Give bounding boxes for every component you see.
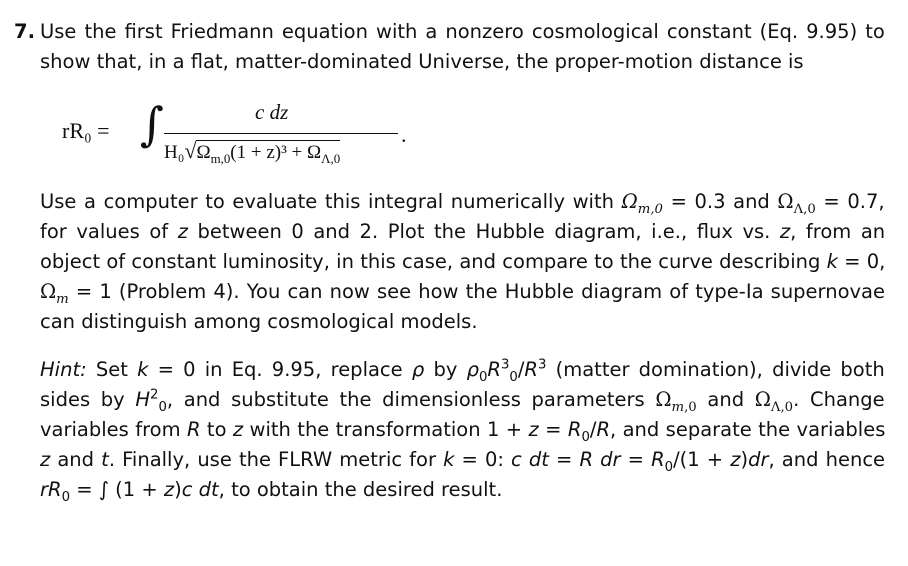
square-root-sign: √ — [184, 138, 197, 163]
hint-line: z and t. Finally, use the FLRW metric for k = 0: c dt = R dr = $R_0/(1 + z)dr$, and hence — [40, 448, 886, 475]
fraction-bar — [164, 133, 398, 134]
body-line: can distinguish among cosmological models. — [40, 310, 478, 333]
hint-line: sides by $H^2_0$, and substitute the dimensionless parameters $\Omega_{m,0}$ and $\Omega_{\Lambda,0}$. Change — [40, 387, 885, 415]
integral-sign: ∫ — [140, 97, 164, 151]
problem-intro — [40, 17, 885, 77]
body-line: $\Omega_m = 1$ (Problem 4). You can now see how the Hubble diagram of type-Ia supernovae — [40, 280, 886, 307]
hint-line: $rR_0$ = ∫ (1 + z)c dt, to obtain the desired result. — [40, 478, 503, 505]
hint-line: variables from R to z with the transformation $1 + z = R_0/R$, and separate the variables — [40, 418, 886, 445]
hubble-constant: H₀ — [164, 142, 185, 163]
equation-denominator — [164, 138, 340, 164]
problem-number: 7. — [14, 20, 35, 43]
equation-lhs: rR₀ = — [62, 118, 110, 143]
intro-line: Use the first Friedmann equation with a nonzero cosmological constant (Eq. 9.95) to — [40, 20, 885, 43]
body-line: for values of z between 0 and 2. Plot the Hubble diagram, i.e., flux vs. z, from an — [40, 220, 886, 243]
radicand: $\Omega_{m,0}(1 + z)^3 + \Omega_{\Lambda,0}$ — [196, 142, 341, 166]
body-line: object of constant luminosity, in this case, and compare to the curve describing k = 0, — [40, 250, 886, 273]
equation-numerator: c dz — [255, 100, 289, 124]
hint-line: Hint: Set k = 0 in Eq. 9.95, replace ρ by $\rho_0R^3_0/R^3$ (matter domination), divide both — [40, 357, 885, 385]
body-line: Use a computer to evaluate this integral numerically with $\Omega_{m,0} = 0.3$ and $\Omega_{\Lambda,0} = 0.7$, — [40, 190, 885, 217]
equation-period: . — [401, 122, 407, 147]
proper-motion-distance-equation — [40, 92, 600, 177]
problem-hint — [40, 355, 885, 505]
intro-line: show that, in a flat, matter-dominated Universe, the proper-motion distance is — [40, 50, 804, 73]
problem-body — [40, 187, 885, 337]
